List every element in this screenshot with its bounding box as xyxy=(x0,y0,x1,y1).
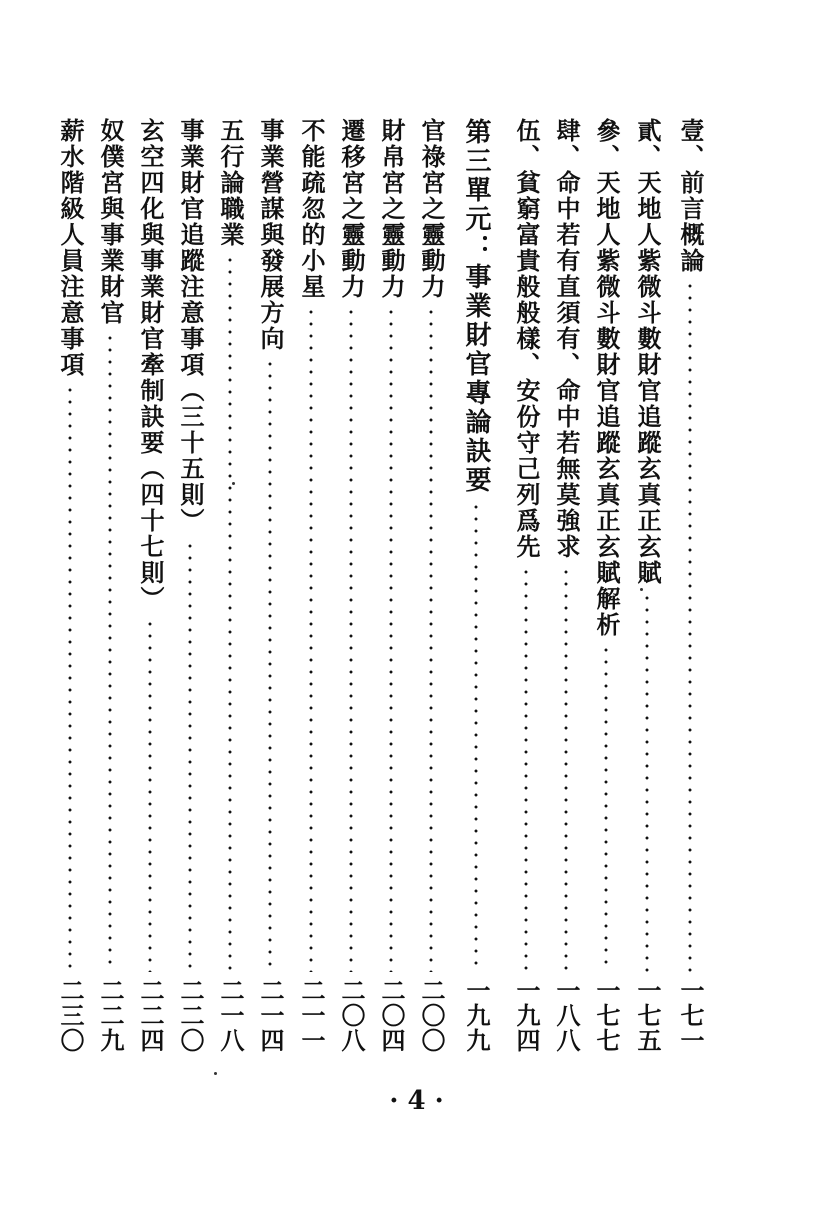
toc-entry-title: 參、天地人紫微斗數財官追蹤玄真正玄賦解析 xyxy=(592,118,621,638)
dot-leader xyxy=(148,618,152,972)
toc-entry-title: 財帛宮之靈動力 xyxy=(377,118,406,300)
dot-leader xyxy=(564,566,568,972)
toc-entry-page: 二〇〇 xyxy=(417,978,446,1053)
dot-leader xyxy=(349,306,353,972)
dot-leader xyxy=(524,566,528,972)
dot-leader xyxy=(389,306,393,972)
toc-entry-title: 肆、命中若有直須有、命中若無莫強求 xyxy=(552,118,581,560)
toc-entry xyxy=(373,118,409,1053)
toc-entry-page: 二二〇 xyxy=(176,978,205,1053)
toc-entry xyxy=(588,118,624,1053)
toc-entry xyxy=(293,118,329,1053)
toc-entry xyxy=(132,118,168,1053)
dot-leader xyxy=(108,332,112,972)
toc-entry-page: 二〇八 xyxy=(337,978,366,1053)
toc-entry-page: 一九九 xyxy=(462,978,491,1053)
toc-entry-title: 官祿宮之靈動力 xyxy=(417,118,446,300)
dot-leader xyxy=(688,280,692,972)
dot-leader xyxy=(474,501,478,972)
toc-entry-page: 二二四 xyxy=(136,978,165,1053)
toc-entry-page: 一七一 xyxy=(676,978,705,1053)
toc-entry xyxy=(333,118,369,1053)
toc-entry xyxy=(52,118,88,1053)
toc-entry xyxy=(172,118,208,1053)
toc-entry-page: 一七五 xyxy=(633,978,662,1053)
toc-entry-page: 一九四 xyxy=(512,978,541,1053)
toc-entry-page: 一七七 xyxy=(592,978,621,1053)
toc-entry xyxy=(212,118,248,1053)
toc-entry-page: 二一四 xyxy=(256,978,285,1053)
toc-entry-page: 二〇四 xyxy=(377,978,406,1053)
toc-entry-title: 貳、天地人紫微斗數財官追蹤玄真正玄賦 xyxy=(633,118,662,586)
toc-entry-title: 壹、前言概論 xyxy=(676,118,705,274)
dot-leader xyxy=(268,358,272,972)
toc-entry xyxy=(548,118,584,1053)
toc-entry-page: 二三〇 xyxy=(56,978,85,1053)
toc-entry-title: 第三單元：事業財官專論訣要 xyxy=(461,118,491,495)
dot-leader xyxy=(645,592,649,972)
toc-entry-title: 遷移宮之靈動力 xyxy=(337,118,366,300)
dot-leader xyxy=(68,384,72,972)
toc-entry-page: 一八八 xyxy=(552,978,581,1053)
toc-entry-page: 二一八 xyxy=(216,978,245,1053)
toc-entry xyxy=(413,118,449,1053)
toc-entry-title: 玄空四化與事業財官牽制訣要（四十七則） xyxy=(136,118,165,612)
toc-entry-title: 不能疏忽的小星 xyxy=(297,118,326,300)
toc-entry-title: 事業營謀與發展方向 xyxy=(256,118,285,352)
toc-section-heading xyxy=(458,118,494,1053)
toc-entry-page: 二一一 xyxy=(297,978,326,1053)
toc-entry xyxy=(252,118,288,1053)
toc-entry-title: 伍、貧窮富貴般般樣、安份守己列爲先 xyxy=(512,118,541,560)
toc-entry-title: 五行論職業 xyxy=(216,118,245,248)
page-number: · 4 · xyxy=(389,1086,444,1116)
print-speck xyxy=(214,1072,217,1075)
dot-leader xyxy=(188,540,192,972)
toc-entry-title: 事業財官追蹤注意事項（三十五則） xyxy=(176,118,205,534)
print-speck xyxy=(640,588,643,591)
print-speck xyxy=(232,482,235,485)
toc-entry xyxy=(672,118,708,1053)
toc-entry-page: 二二九 xyxy=(96,978,125,1053)
dot-leader xyxy=(228,254,232,972)
toc-entry xyxy=(629,118,665,1053)
toc-entry-title: 奴僕宮與事業財官 xyxy=(96,118,125,326)
dot-leader xyxy=(604,644,608,972)
dot-leader xyxy=(309,306,313,972)
toc-entry xyxy=(508,118,544,1053)
toc-entry xyxy=(92,118,128,1053)
toc-entry-title: 薪水階級人員注意事項 xyxy=(56,118,85,378)
dot-leader xyxy=(429,306,433,972)
